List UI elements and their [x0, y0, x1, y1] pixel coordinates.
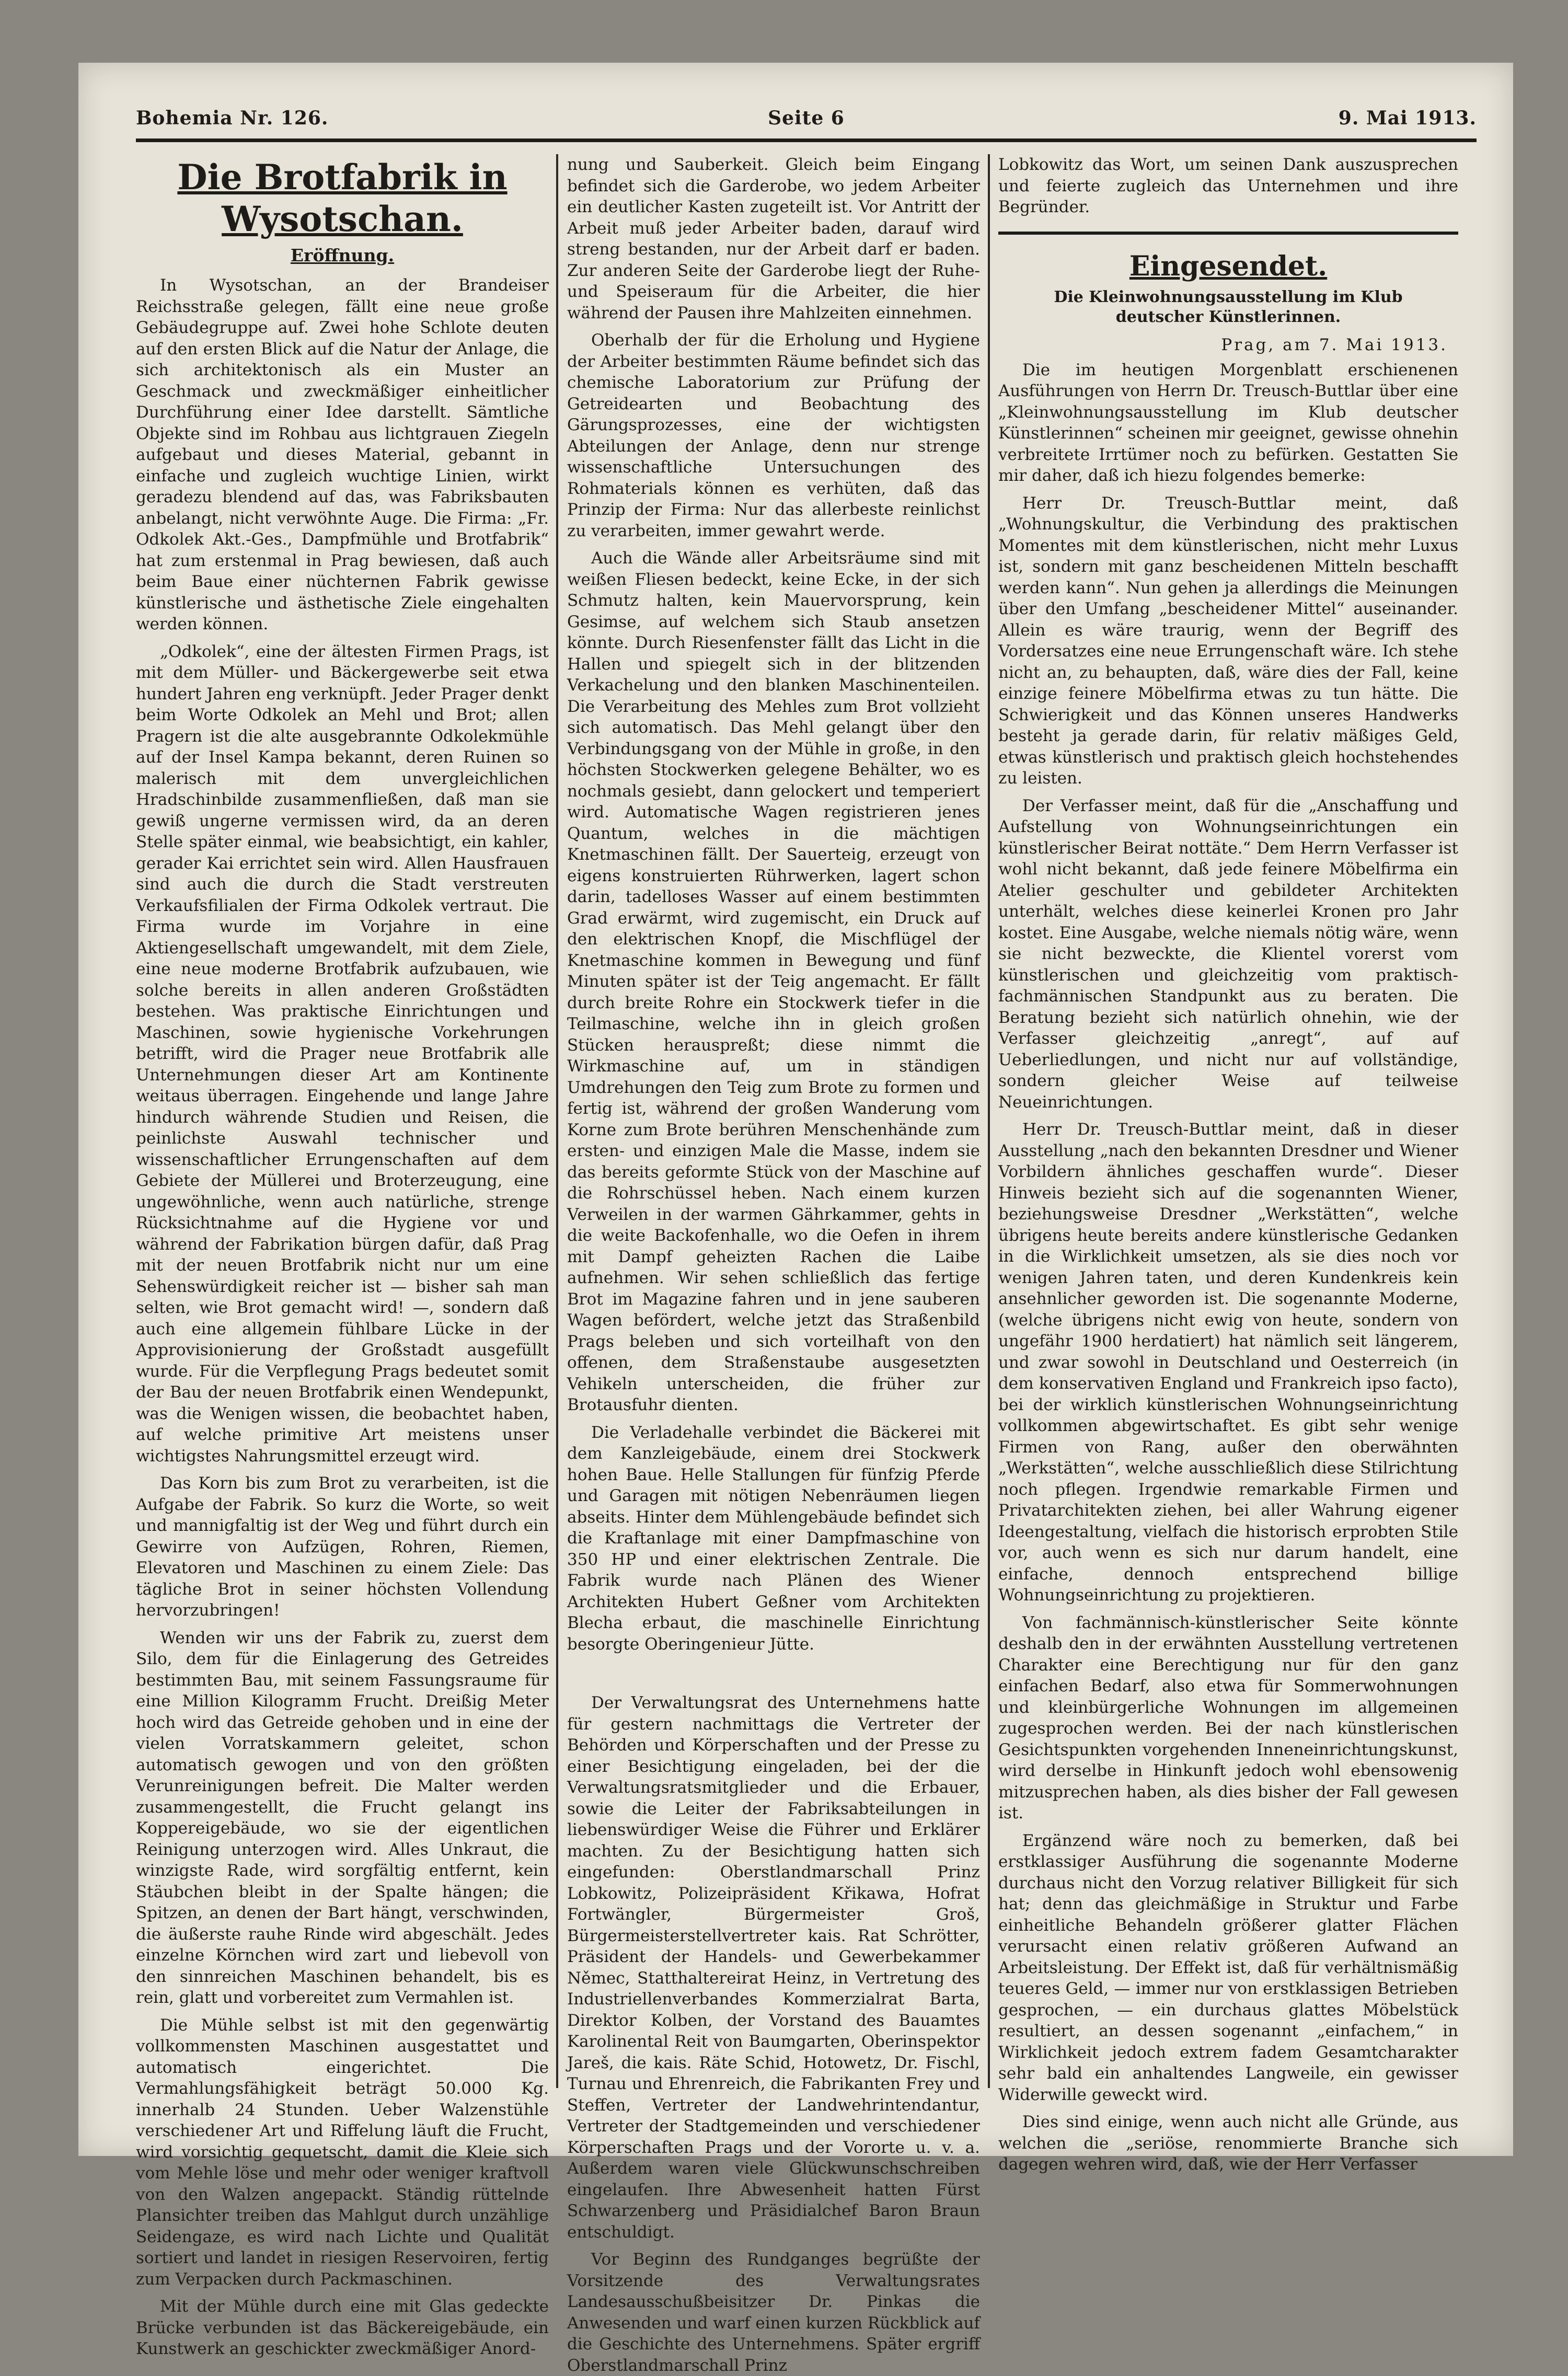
- section-rule: [998, 232, 1458, 235]
- masthead-date: 9. Mai 1913.: [1338, 107, 1477, 129]
- masthead: [136, 107, 1477, 139]
- column-3: [998, 154, 1458, 2174]
- article-paragraph: Ergänzend wäre noch zu bemerken, daß bei erstklassiger Ausführung die sogenannte Moderne durchaus nicht den Vorzug relativer Billigkeit für sich hat; denn das gleichmäßige in Struktur und Farbe einheitliche Behandeln größerer glatter Flächen verursacht einen relativ größeren Aufwand an Arbeitsleistung. Der Effekt ist, daß für verhältnismäßig teueres Geld, — immer nur von erstklassigen Betrieben gesprochen, — ein durchaus glattes Möbelstück resultiert, an dessen sogenannt „einfachem,“ in Wirklichkeit jedoch extrem fadem Gesamtcharakter sehr bald ein anhaltendes Langweile, ein gewisser Widerwille geweckt wird.: [998, 1831, 1458, 2104]
- article-paragraph: Der Verwaltungsrat des Unternehmens hatte für gestern nachmittags die Vertreter der Behörden und Körperschaften und der Presse zu einer Besichtigung eingeladen, bei der die Verwaltungsratsmitglieder und die Erbauer, sowie die Leiter der Fabriksabteilungen in liebenswürdiger Weise die Führer und Erklärer machten. Zu der Besichtigung hatten sich eingefunden: Oberstlandmarschall Prinz Lobkowitz, Polizeipräsident Křikawa, Hofrat Fortwängler, Bürgermeister Groš, Bürgermeisterstellvertreter kais. Rat Schrötter, Präsident der Handels- und Gewerbekammer Němec, Statthaltereirat Heinz, in Vertretung des Industriellenverbandes Kommerzialrat Barta, Direktor Kolben, der Vorstand des Bauamtes Karolinental Reit von Baumgarten, Oberinspektor Jareš, die kais. Räte Schid, Hotowetz, Dr. Fischl, Turnau und Ehrenreich, die Fabrikanten Frey und Steffen, Vertreter der Landwehrintendantur, Vertreter der Stadtgemeinden und verschiedener Körperschaften Prags und der Vororte u. v. a. Außerdem waren viele Glückwunschschreiben eingelaufen. Ihre Abwesenheit hatten Fürst Schwarzenberg und Präsidialchef Baron Braun entschuldigt.: [567, 1693, 980, 2242]
- masthead-page-number: Seite 6: [768, 107, 845, 129]
- article-paragraph: Herr Dr. Treusch-Buttlar meint, daß „Wohnungskultur, die Verbindung des praktischen Momentes mit dem künstlerischen, nicht mehr Luxus ist, sondern mit ganz bescheidenen Mitteln beschafft werden kann“. Nun gehen ja allerdings die Meinungen über den Umfang „bescheidener Mittel“ auseinander. Allein es wäre traurig, wenn der Begriff des Vordersatzes eine neue Errungenschaft wäre. Ich stehe nicht an, zu behaupten, daß, wäre dies der Fall, keine einzige feinere Möbelfirma etwas zu tun hätte. Die Schwierigkeit und das Können unseres Handwerks besteht ja gerade darin, für relativ mäßiges Geld, etwas künstlerisch und praktisch gleich hochstehendes zu leisten.: [998, 493, 1458, 788]
- article-headline: Eingesendet.: [1129, 250, 1328, 282]
- dateline: Prag, am 7. Mai 1913.: [1221, 335, 1448, 354]
- article-paragraph: Die im heutigen Morgenblatt erschienenen Ausführungen von Herrn Dr. Treusch-Buttlar über eine „Kleinwohnungsausstellung im Klub deutscher Künstlerinnen“ scheinen mir geeignet, gewisse ohnehin verbreitete Irrtümer noch zu befürken. Gestatten Sie mir daher, daß ich hiezu folgendes bemerke:: [998, 360, 1458, 485]
- article-paragraph: Die Mühle selbst ist mit den gegenwärtig vollkommensten Maschinen ausgestattet und automatisch eingerichtet. Die Vermahlungsfähigkeit beträgt 50.000 Kg. innerhalb 24 Stunden. Ueber Walzenstühle verschiedener Art und Riffelung läuft die Frucht, wird vorsichtig gequetscht, damit die Kleie sich vom Mehle löse und mehr oder weniger kraftvoll von den Walzen angepackt. Ständig rüttelnde Plansichter treiben das Mahlgut durch unzählige Seidengaze, es wird nach Lichte und Qualität sortiert und landet in riesigen Reservoiren, fertig zum Verpacken durch Packmaschinen.: [136, 2015, 549, 2289]
- article-paragraph: Oberhalb der für die Erholung und Hygiene der Arbeiter bestimmten Räume befindet sich das chemische Laboratorium zur Prüfung der Getreidearten und Beobachtung des Gärungsprozesses, eine der wichtigsten Abteilungen der Anlage, denn nur strenge wissenschaftliche Untersuchungen des Rohmaterials können es verhüten, daß das Prinzip der Firma: Nur das allerbeste reinlichst zu verarbeiten, immer gewahrt werde.: [567, 331, 980, 540]
- masthead-rule: [136, 139, 1477, 142]
- article-paragraph: Die Verladehalle verbindet die Bäckerei mit dem Kanzleigebäude, einem drei Stockwerk hohen Baue. Helle Stallungen für fünfzig Pferde und Garagen mit nötigen Nebenräumen liegen abseits. Hinter dem Mühlengebäude befindet sich die Kraftanlage mit einer Dampfmaschine von 350 HP und einer elektrischen Zentrale. Die Fabrik wurde nach Plänen des Wiener Architekten Hubert Geßner vom Architekten Blecha erbaut, die maschinelle Einrichtung besorgte Oberingenieur Jütte.: [567, 1423, 980, 1654]
- article-paragraph: Wenden wir uns der Fabrik zu, zuerst dem Silo, dem für die Einlagerung des Getreides bestimmten Bau, mit seinem Fassungsraume für eine Million Kilogramm Frucht. Dreißig Meter hoch wird das Getreide gehoben und in eine der vielen Vorratskammern geleitet, schon automatisch gewogen und von den größten Verunreinigungen befreit. Die Malter werden zusammengestellt, die Frucht gelangt ins Koppereigebäude, wo sie der eigentlichen Reinigung unterzogen wird. Alles Unkraut, die winzigste Rade, wird sorgfältig entfernt, kein Stäubchen bleibt in der Spalte hängen; die Spitzen, an denen der Bart hängt, verschwinden, die äußerste rauhe Rinde wird abgeschält. Jedes einzelne Körnchen wird zart und liebevoll von den sinnreichen Maschinen behandelt, bis es rein, glatt und vorbereitet zum Vermahlen ist.: [136, 1628, 549, 2007]
- article-paragraph: Von fachmännisch-künstlerischer Seite könnte deshalb den in der erwähnten Ausstellung vertretenen Charakter eine Berechtigung nur für den ganz einfachen Bedarf, also etwa für Sommerwohnungen und kleinbürgerliche Wohnungen im allgemeinen zugesprochen werden. Bei der nach künstlerischen Gesichtspunkten vorgehenden Inneneinrichtungskunst, wird derselbe in Hinkunft jedoch wohl ebensowenig mitzusprechen haben, als dies bisher der Fall gewesen ist.: [998, 1613, 1458, 1823]
- article-paragraph: Herr Dr. Treusch-Buttlar meint, daß in dieser Ausstellung „nach den bekannten Dresdner und Wiener Vorbildern ähnliches geschaffen wurde“. Dieser Hinweis bezieht sich auf die sogenannten Wiener, beziehungsweise Dresdner „Werkstätten“, welche übrigens heute bereits andere künstlerische Gedanken in die Wirklichkeit umsetzen, als sie dies noch vor wenigen Jahren taten, und deren Kundenkreis kein ansehnlicher geworden ist. Die sogenannte Moderne, (welche übrigens nicht ewig von heute, sondern von ungefähr 1900 herdatiert) hat nämlich seit längerem, und zwar sowohl in Deutschland und Oesterreich (in dem konservativen England und Frankreich ipso facto), bei der wirklich künstlerischen Wohnungseinrichtung vollkommen abgewirtschaftet. Es gibt sehr wenige Firmen von Rang, außer den oberwähnten „Werkstätten“, welche ausschließlich diese Stilrichtung noch pflegen. Irgendwie remarkable Firmen und Privatarchitekten ziehen, bei aller Wahrung eigener Ideengestaltung, vielfach die historisch erprobten Stile vor, auch wenn es sich nur darum handelt, eine einfache, dennoch entsprechend billige Wohnungseinrichtung zu projektieren.: [998, 1120, 1458, 1605]
- article-paragraph: Mit der Mühle durch eine mit Glas gedeckte Brücke verbunden ist das Bäckereigebäude, ein Kunstwerk an geschickter zweckmäßiger Anord-: [136, 2297, 549, 2358]
- masthead-issue: Bohemia Nr. 126.: [136, 107, 329, 129]
- section-gap: [567, 1661, 980, 1692]
- article-paragraph: Dies sind einige, wenn auch nicht alle Gründe, aus welchen die „seriöse, renommierte Branche sich dagegen wehren wird, daß, wie der Herr Verfasser: [998, 2113, 1458, 2174]
- article-subheadline: Die Kleinwohnungsausstellung im Klub deutscher Künstlerinnen.: [1054, 287, 1403, 326]
- article-paragraph: „Odkolek“, eine der ältesten Firmen Prags, ist mit dem Müller- und Bäckergewerbe seit etwa hundert Jahren eng verknüpft. Jeder Prager denkt beim Worte Odkolek an Mehl und Brot; allen Pragern ist die alte ausgebrannte Odkolekmühle auf der Insel Kampa bekannt, deren Ruinen so malerisch mit dem unvergleichlichen Hradschinbilde zusammenfließen, daß man sie gewiß ungerne vermissen wird, da an deren Stelle später einmal, wie beabsichtigt, ein kahler, gerader Kai errichtet sein wird. Allen Hausfrauen sind auch die durch die Stadt verstreuten Verkaufsfilialen der Firma Odkolek vertraut. Die Firma wurde im Vorjahre in eine Aktiengesellschaft umgewandelt, mit dem Ziele, eine neue moderne Brotfabrik aufzubauen, wie solche bereits in allen anderen Großstädten bestehen. Was praktische Einrichtungen und Maschinen, sowie hygienische Vorkehrungen betrifft, wird die Prager neue Brotfabrik alle Unternehmungen dieser Art am Kontinente weitaus überragen. Eingehende und lange Jahre hindurch währende Studien und Reisen, die peinlichste Auswahl technischer und wissenschaftlicher Errungenschaften auf dem Gebiete der Müllerei und Broterzeugung, eine ungewöhnliche, wenn auch natürliche, strenge Rücksichtnahme auf die Hygiene vor und während der Fabrikation bürgen dafür, daß Prag mit der neuen Brotfabrik nicht nur um eine Sehenswürdigkeit reicher ist — bisher sah man selten, wie Brot gemacht wird! —, sondern daß auch eine allgemein fühlbare Lücke in der Approvisionierung der Großstadt ausgefüllt wurde. Für die Verpflegung Prags bedeutet somit der Bau der neuen Brotfabrik einen Wendepunkt, was die Wenigen wissen, die beobachtet haben, auf welche primitive Art meistens unser wichtigstes Nahrungsmittel erzeugt wird.: [136, 642, 549, 1466]
- article-paragraph: Das Korn bis zum Brot zu verarbeiten, ist die Aufgabe der Fabrik. So kurz die Worte, so weit und mannigfaltig ist der Weg und führt durch ein Gewirre von Aufzügen, Rohren, Riemen, Elevatoren und Maschinen zu einem Ziele: Das tägliche Brot in seiner höchsten Vollendung hervorzubringen!: [136, 1474, 549, 1620]
- article-paragraph: nung und Sauberkeit. Gleich beim Eingang befindet sich die Garderobe, wo jedem Arbeiter ein deutlicher Kasten zugeteilt ist. Vor Antritt der Arbeit muß jeder Arbeiter baden, darauf wird streng bestanden, nur der Arbeit darf er baden. Zur anderen Seite der Garderobe liegt der Ruhe- und Speiseraum für die Arbeiter, die hier während der Pausen ihre Mahlzeiten einnehmen.: [567, 155, 980, 322]
- newspaper-page: [78, 63, 1513, 2375]
- column-divider: [988, 154, 990, 2088]
- article-subheadline: Eröffnung.: [290, 245, 395, 266]
- column-divider: [556, 154, 558, 2088]
- article-paragraph: Lobkowitz das Wort, um seinen Dank auszusprechen und feierte zugleich das Unternehmen und ihre Begründer.: [998, 155, 1458, 216]
- article-paragraph: Der Verfasser meint, daß für die „Anschaffung und Aufstellung von Wohnungseinrichtungen ein künstlerischer Beirat nottäte.“ Dem Herrn Verfasser ist wohl nicht bekannt, daß jede feinere Möbelfirma ein Atelier geschulter und gebildeter Architekten unterhält, welches diese keinerlei Kronen pro Jahr kostet. Eine Ausgabe, welche niemals nötig wäre, wenn sie nicht bezweckte, die Klientel vorerst vom künstlerischen und gleichzeitig vom praktisch-fachmännischen Standpunkt aus zu beraten. Die Beratung bezieht sich natürlich ohnehin, wie der Verfasser gleichzeitig „anregt“, auf auf Ueberliedlungen, und nicht nur auf vollständige, sondern gleicher Weise auf teilweise Neueinrichtungen.: [998, 796, 1458, 1112]
- column-1: [136, 154, 549, 2358]
- article-paragraph: Vor Beginn des Rundganges begrüßte der Vorsitzende des Verwaltungsrates Landesausschußbeisitzer Dr. Pinkas die Anwesenden und warf einen kurzen Rückblick auf die Geschichte des Unternehmens. Später ergriff Oberstlandmarschall Prinz: [567, 2250, 980, 2375]
- article-paragraph: In Wysotschan, an der Brandeiser Reichsstraße gelegen, fällt eine neue große Gebäudegruppe auf. Zwei hohe Schlote deuten auf den ersten Blick auf die Natur der Anlage, die sich architektonisch als ein Muster an Geschmack und zweckmäßiger einheitlicher Durchführung einer Idee darstellt. Sämtliche Objekte sind im Rohbau aus lichtgrauen Ziegeln aufgebaut und dieses Material, gebannt in einfache und zugleich wuchtige Linien, wirkt geradezu blendend auf das, was Fabriksbauten anbelangt, nicht verwöhnte Auge. Die Firma: „Fr. Odkolek Akt.-Ges., Dampfmühle und Brotfabrik“ hat zum erstenmal in Prag bewiesen, daß auch beim Baue einer nüchternen Fabrik gewisse künstlerische und ästhetische Ziele eingehalten werden können.: [136, 276, 549, 633]
- column-2: [567, 154, 980, 2375]
- article-paragraph: Auch die Wände aller Arbeitsräume sind mit weißen Fliesen bedeckt, keine Ecke, in der sich Schmutz halten, kein Mauervorsprung, kein Gesimse, auf welchem sich Staub ansetzen könnte. Durch Riesenfenster fällt das Licht in die Hallen und spiegelt sich in der blitzenden Verkachelung und den blanken Maschinenteilen. Die Verarbeitung des Mehles zum Brot vollzieht sich automatisch. Das Mehl gelangt über den Verbindungsgang von der Mühle in große, in den höchsten Stockwerken gelegene Behälter, wo es nochmals gesiebt, dann gelockert und temperiert wird. Automatische Wagen registrieren jenes Quantum, welches in die mächtigen Knetmaschinen fällt. Der Sauerteig, erzeugt von eigens konstruierten Rührwerken, lagert schon darin, tadelloses Wasser auf einem bestimmten Grad erwärmt, wird zugemischt, ein Druck auf den elektrischen Knopf, die Mischflügel der Knetmaschine kommen in Bewegung und fünf Minuten später ist der Teig angemacht. Er fällt durch breite Rohre ein Stockwerk tiefer in die Teilmaschine, welche ihn in gleich großen Stücken herauspreßt; diese nimmt die Wirkmaschine auf, um in ständigen Umdrehungen den Teig zum Brote zu formen und fertig ist, während der großen Wanderung vom Korne zum Brote berühren Menschenhände zum ersten- und einzigen Male die Masse, indem sie das bereits geformte Stück von der Maschine auf die Rohrschüssel heben. Nach einem kurzen Verweilen in der warmen Gährkammer, gehts in die weite Backofenhalle, wo die Oefen in ihrem mit Dampf geheizten Rachen die Laibe aufnehmen. Wir sehen schließlich das fertige Brot im Magazine fahren und in jene sauberen Wagen befördert, welche jetzt das Straßenbild Prags beleben und sich vorteilhaft von den offenen, dem Straßenstaube ausgesetzten Vehikeln unterscheiden, die früher zur Brotausfuhr dienten.: [567, 549, 980, 1414]
- article-headline: Die Brotfabrik in Wysotschan.: [177, 157, 508, 239]
